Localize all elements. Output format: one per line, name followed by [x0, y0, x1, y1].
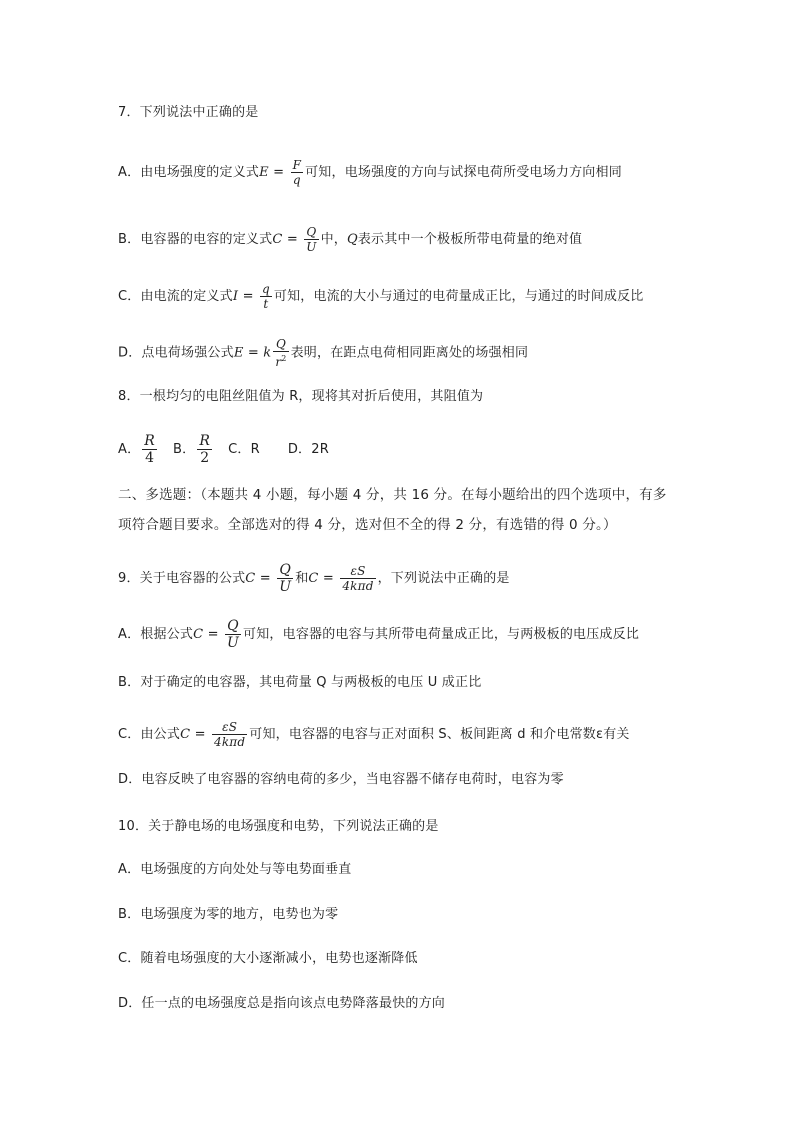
question-10-option-c: C．随着电场强度的大小逐渐减小，电势也逐渐降低	[118, 951, 418, 966]
formula-lhs: C	[272, 232, 283, 247]
option-b-label: B．	[173, 442, 196, 457]
question-7-option-c: C．由电流的定义式I = $\frac{q}{t}$ 可知，电流的大小与通过的电荷量成正比，与通过的时间成反比	[118, 282, 644, 311]
question-8-stem: 8．一根均匀的电阻丝阻值为 R，现将其对折后使用，其阻值为	[118, 389, 484, 404]
formula-lhs: C	[308, 571, 319, 586]
formula-lhs: C	[180, 727, 191, 742]
option-c-text: C．由电流的定义式	[118, 289, 233, 304]
fraction: $\frac{F}{q}$	[292, 158, 302, 187]
option-b-suffix: 表示其中一个极板所带电荷量的绝对值	[357, 232, 583, 247]
variable: Q	[346, 232, 358, 247]
section-2-header-line-2: 项符合题目要求。全部选对的得 4 分，选对但不全的得 2 分，有选错的得 0 分。）	[118, 517, 617, 533]
option-a-suffix: 可知，电容器的电容与其所带电荷量成正比，与两极板的电压成反比	[243, 627, 640, 642]
fraction: $\frac{Q}{U}$	[227, 618, 240, 651]
question-7-option-b: B．电容器的电容的定义式C = $\frac{Q}{U}$ 中，Q表示其中一个极板所带电荷量的绝对值	[118, 225, 583, 254]
question-9-option-c: C．由公式C = $\frac{\varepsilon S}{\text{4kπd}}$ 可知，电容器的电容与正对面积 S、板间距离 d 和介电常数ε有关	[118, 720, 630, 749]
formula-lhs: E	[259, 165, 269, 180]
question-8-options	[118, 433, 329, 466]
fraction: $\frac{\varepsilon S}{\text{4kπd}}$	[342, 564, 374, 593]
fraction: $\frac{R}{4}$	[144, 433, 156, 466]
formula-lhs: I	[232, 289, 239, 304]
fraction: $\frac{Q}{U}$	[306, 225, 317, 254]
stem-suffix: ，下列说法中正确的是	[377, 571, 510, 586]
option-d-suffix: 表明，在距点电荷相同距离处的场强相同	[290, 345, 529, 361]
fraction: $\frac{\varepsilon S}{\text{4kπd}}$	[214, 720, 246, 749]
question-10-option-b: B．电场强度为零的地方，电势也为零	[118, 907, 339, 922]
question-9-option-a: A．根据公式C = $\frac{Q}{U}$ 可知，电容器的电容与其所带电荷量成正比，与两极板的电压成反比	[118, 618, 640, 651]
question-9-stem: 9．关于电容器的公式C = $\frac{Q}{U}$ 和C = $\frac{\varepsilon S}{\text{4kπd}}$ ，下列说法中正确的是	[118, 562, 510, 595]
option-a-text: A．由电场强度的定义式	[118, 165, 260, 180]
option-a-text: A．根据公式	[118, 627, 194, 642]
fraction: $\frac{R}{2}$	[199, 433, 211, 466]
formula-lhs: C	[193, 627, 204, 642]
option-a-suffix: 可知，电场强度的方向与试探电荷所受电场力方向相同	[305, 165, 622, 180]
coefficient: k	[263, 345, 272, 361]
question-9-option-b: B．对于确定的电容器，其电荷量 Q 与两极板的电压 U 成正比	[118, 675, 482, 690]
conjunction: 和	[295, 571, 309, 586]
formula-lhs: C	[245, 571, 256, 586]
section-2-header-line-1: 二、多选题：（本题共 4 小题，每小题 4 分，共 16 分。在每小题给出的四个选项中，有多	[118, 487, 667, 503]
option-c-suffix: 可知，电容器的电容与正对面积 S、板间距离 d 和介电常数ε有关	[249, 727, 630, 742]
option-b-mid: 中，	[320, 232, 347, 247]
option-b-text: B．电容器的电容的定义式	[118, 232, 273, 247]
option-c: C．R	[228, 442, 260, 457]
option-a-label: A．	[118, 442, 141, 457]
fraction: $\frac{Q}{r^2}$	[275, 337, 287, 369]
question-10-option-d: D．任一点的电场强度总是指向该点电势降落最快的方向	[118, 996, 446, 1011]
stem-text: 9．关于电容器的公式	[118, 571, 246, 586]
fraction: $\frac{Q}{U}$	[279, 562, 292, 595]
question-7-stem: 7．下列说法中正确的是	[118, 105, 259, 120]
question-7-option-a: A．由电场强度的定义式E = $\frac{F}{q}$ 可知，电场强度的方向与试探电荷所受电场力方向相同	[118, 158, 622, 187]
question-10-stem: 10．关于静电场的电场强度和电势，下列说法正确的是	[118, 819, 439, 834]
option-c-suffix: 可知，电流的大小与通过的电荷量成正比，与通过的时间成反比	[273, 289, 644, 304]
option-d-text: D．点电荷场强公式	[118, 345, 234, 361]
question-7-option-d: D．点电荷场强公式E = k $\frac{Q}{r^2}$ 表明，在距点电荷相同距离处的场强相同	[118, 337, 529, 369]
option-c-text: C．由公式	[118, 727, 181, 742]
question-10-option-a: A．电场强度的方向处处与等电势面垂直	[118, 862, 352, 877]
fraction: $\frac{q}{t}$	[262, 282, 270, 311]
option-d: D．2R	[287, 442, 329, 457]
formula-lhs: E	[233, 345, 244, 361]
question-9-option-d: D．电容反映了电容器的容纳电荷的多少，当电容器不储存电荷时，电容为零	[118, 772, 564, 787]
